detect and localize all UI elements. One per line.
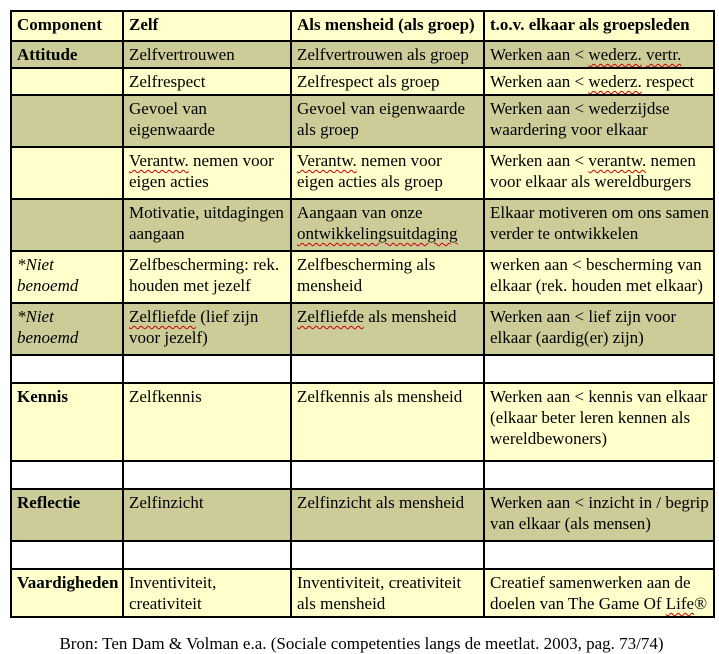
cell-text: Werken aan < inzicht in / begrip van elkaar (als mensen) [490,493,709,533]
cell-text: Werken aan < kennis van elkaar (elkaar beter leren kennen als wereldbewoners) [490,387,708,448]
cell-text: nemen voor eigen acties als groep [297,151,443,191]
table-body [11,41,714,617]
table-cell [291,303,484,355]
table-cell [123,95,291,147]
table-cell [291,355,484,383]
table-cell [123,199,291,251]
table-cell [484,383,714,461]
table-row [11,68,714,95]
cell-text: (lief zijn voor jezelf) [129,307,259,347]
misspelled-text: Verantw. [129,151,189,170]
table-cell [11,95,123,147]
table-cell [123,541,291,569]
table-cell [11,461,123,489]
table-cell [11,355,123,383]
table-cell [484,541,714,569]
cell-text: Werken aan < [490,72,589,91]
cell-text: Zelfvertrouwen als groep [297,45,469,64]
cell-text: Zelfvertrouwen [129,45,235,64]
table-cell [11,383,123,461]
table-cell [484,303,714,355]
cell-text: Creatief samenwerken aan de doelen van The Game Of [490,573,691,613]
spacer-row [11,541,714,569]
cell-text: Gevoel van eigenwaarde als groep [297,99,466,139]
cell-text: *Niet benoemd [17,307,79,347]
table-cell [291,68,484,95]
cell-text: Attitude [17,45,78,64]
table-row [11,95,714,147]
cell-text: Werken aan < lief zijn voor elkaar (aardig(er) zijn) [490,307,677,347]
cell-text: Gevoel van eigenwaarde [129,99,215,139]
table-cell [123,489,291,541]
table-cell [484,199,714,251]
misspelled-text: Verantw. [297,151,357,170]
table-cell [291,461,484,489]
cell-text: Vaardigheden [17,573,119,592]
table-cell [484,41,714,68]
source-caption: Bron: Ten Dam & Volman e.a. (Sociale competenties langs de meetlat. 2003, pag. 73/74) [59,634,664,653]
misspelled-text: wederz. [588,72,642,91]
table-cell [291,541,484,569]
table-cell [123,68,291,95]
table-cell [11,41,123,68]
table-row [11,569,714,617]
table-cell [291,569,484,617]
header-row [11,11,714,41]
cell-text: Werken aan < [490,45,589,64]
table-row [11,383,714,461]
table-row [11,251,714,303]
table-row [11,489,714,541]
table-cell [11,68,123,95]
table-cell [123,41,291,68]
table-cell [484,147,714,199]
table-cell [11,147,123,199]
cell-text: Inventiviteit, creativiteit [129,573,217,613]
misspelled-text: vertr. [645,45,682,64]
cell-text: ® [694,594,708,613]
cell-text: Zelfrespect als groep [297,72,440,91]
table-cell [291,147,484,199]
cell-text: Zelfkennis [129,387,202,406]
cell-text: als mensheid [364,307,457,326]
column-header: Zelf [123,11,291,41]
competencies-table [10,10,715,618]
cell-text: Werken aan < [490,151,589,170]
table-cell [484,569,714,617]
cell-text: Zelfinzicht als mensheid [297,493,465,512]
table-cell [484,68,714,95]
cell-text: Reflectie [17,493,81,512]
table-row [11,303,714,355]
cell-text: Werken aan < wederzijdse waardering voor elkaar [490,99,670,139]
table-cell [291,251,484,303]
cell-text: respect [641,72,695,91]
table-cell [123,355,291,383]
misspelled-text: verantw. [588,151,647,170]
cell-text: Zelfrespect [129,72,206,91]
table-row [11,199,714,251]
cell-text: werken aan < bescherming van elkaar (rek. houden met elkaar) [490,255,703,295]
cell-text: Zelfkennis als mensheid [297,387,463,406]
table-row [11,41,714,68]
column-header: t.o.v. elkaar als groepsleden [484,11,714,41]
table-cell [11,303,123,355]
table-cell [291,489,484,541]
spacer-row [11,461,714,489]
table-cell [291,41,484,68]
cell-text: Zelfbescherming als mensheid [297,255,436,295]
table-cell [11,489,123,541]
table-cell [11,541,123,569]
table-cell [123,461,291,489]
cell-text: Motivatie, uitdagingen aangaan [129,203,284,243]
table-cell [484,489,714,541]
table-cell [123,303,291,355]
misspelled-text: Zelfliefde [297,307,365,326]
misspelled-text: Life [665,594,695,613]
table-cell [11,251,123,303]
table-cell [123,569,291,617]
table-cell [291,383,484,461]
table-cell [123,147,291,199]
table-cell [484,461,714,489]
table-cell [11,199,123,251]
column-header: Als mensheid (als groep) [291,11,484,41]
misspelled-text: wederz. [588,45,642,64]
cell-text: *Niet benoemd [17,255,79,295]
table-cell [484,95,714,147]
cell-text: nemen voor elkaar als wereldburgers [490,151,696,191]
table-cell [484,251,714,303]
cell-text: Kennis [17,387,69,406]
table-cell [123,251,291,303]
cell-text: Elkaar motiveren om ons samen verder te ontwikkelen [490,203,710,243]
table-cell [484,355,714,383]
misspelled-text: Zelfliefde [129,307,197,326]
table-cell [291,95,484,147]
table-cell [123,383,291,461]
table-row [11,147,714,199]
table-cell [11,569,123,617]
table-cell [291,199,484,251]
spacer-row [11,355,714,383]
cell-text: Inventiviteit, creativiteit als mensheid [297,573,462,613]
misspelled-text: ontwikkelingsuitdaging [297,224,458,243]
cell-text: Zelfinzicht [129,493,204,512]
cell-text: Zelfbescherming: rek. houden met jezelf [129,255,280,295]
cell-text: Aangaan van onze [297,203,423,222]
column-header: Component [11,11,123,41]
cell-text: nemen voor eigen acties [129,151,274,191]
